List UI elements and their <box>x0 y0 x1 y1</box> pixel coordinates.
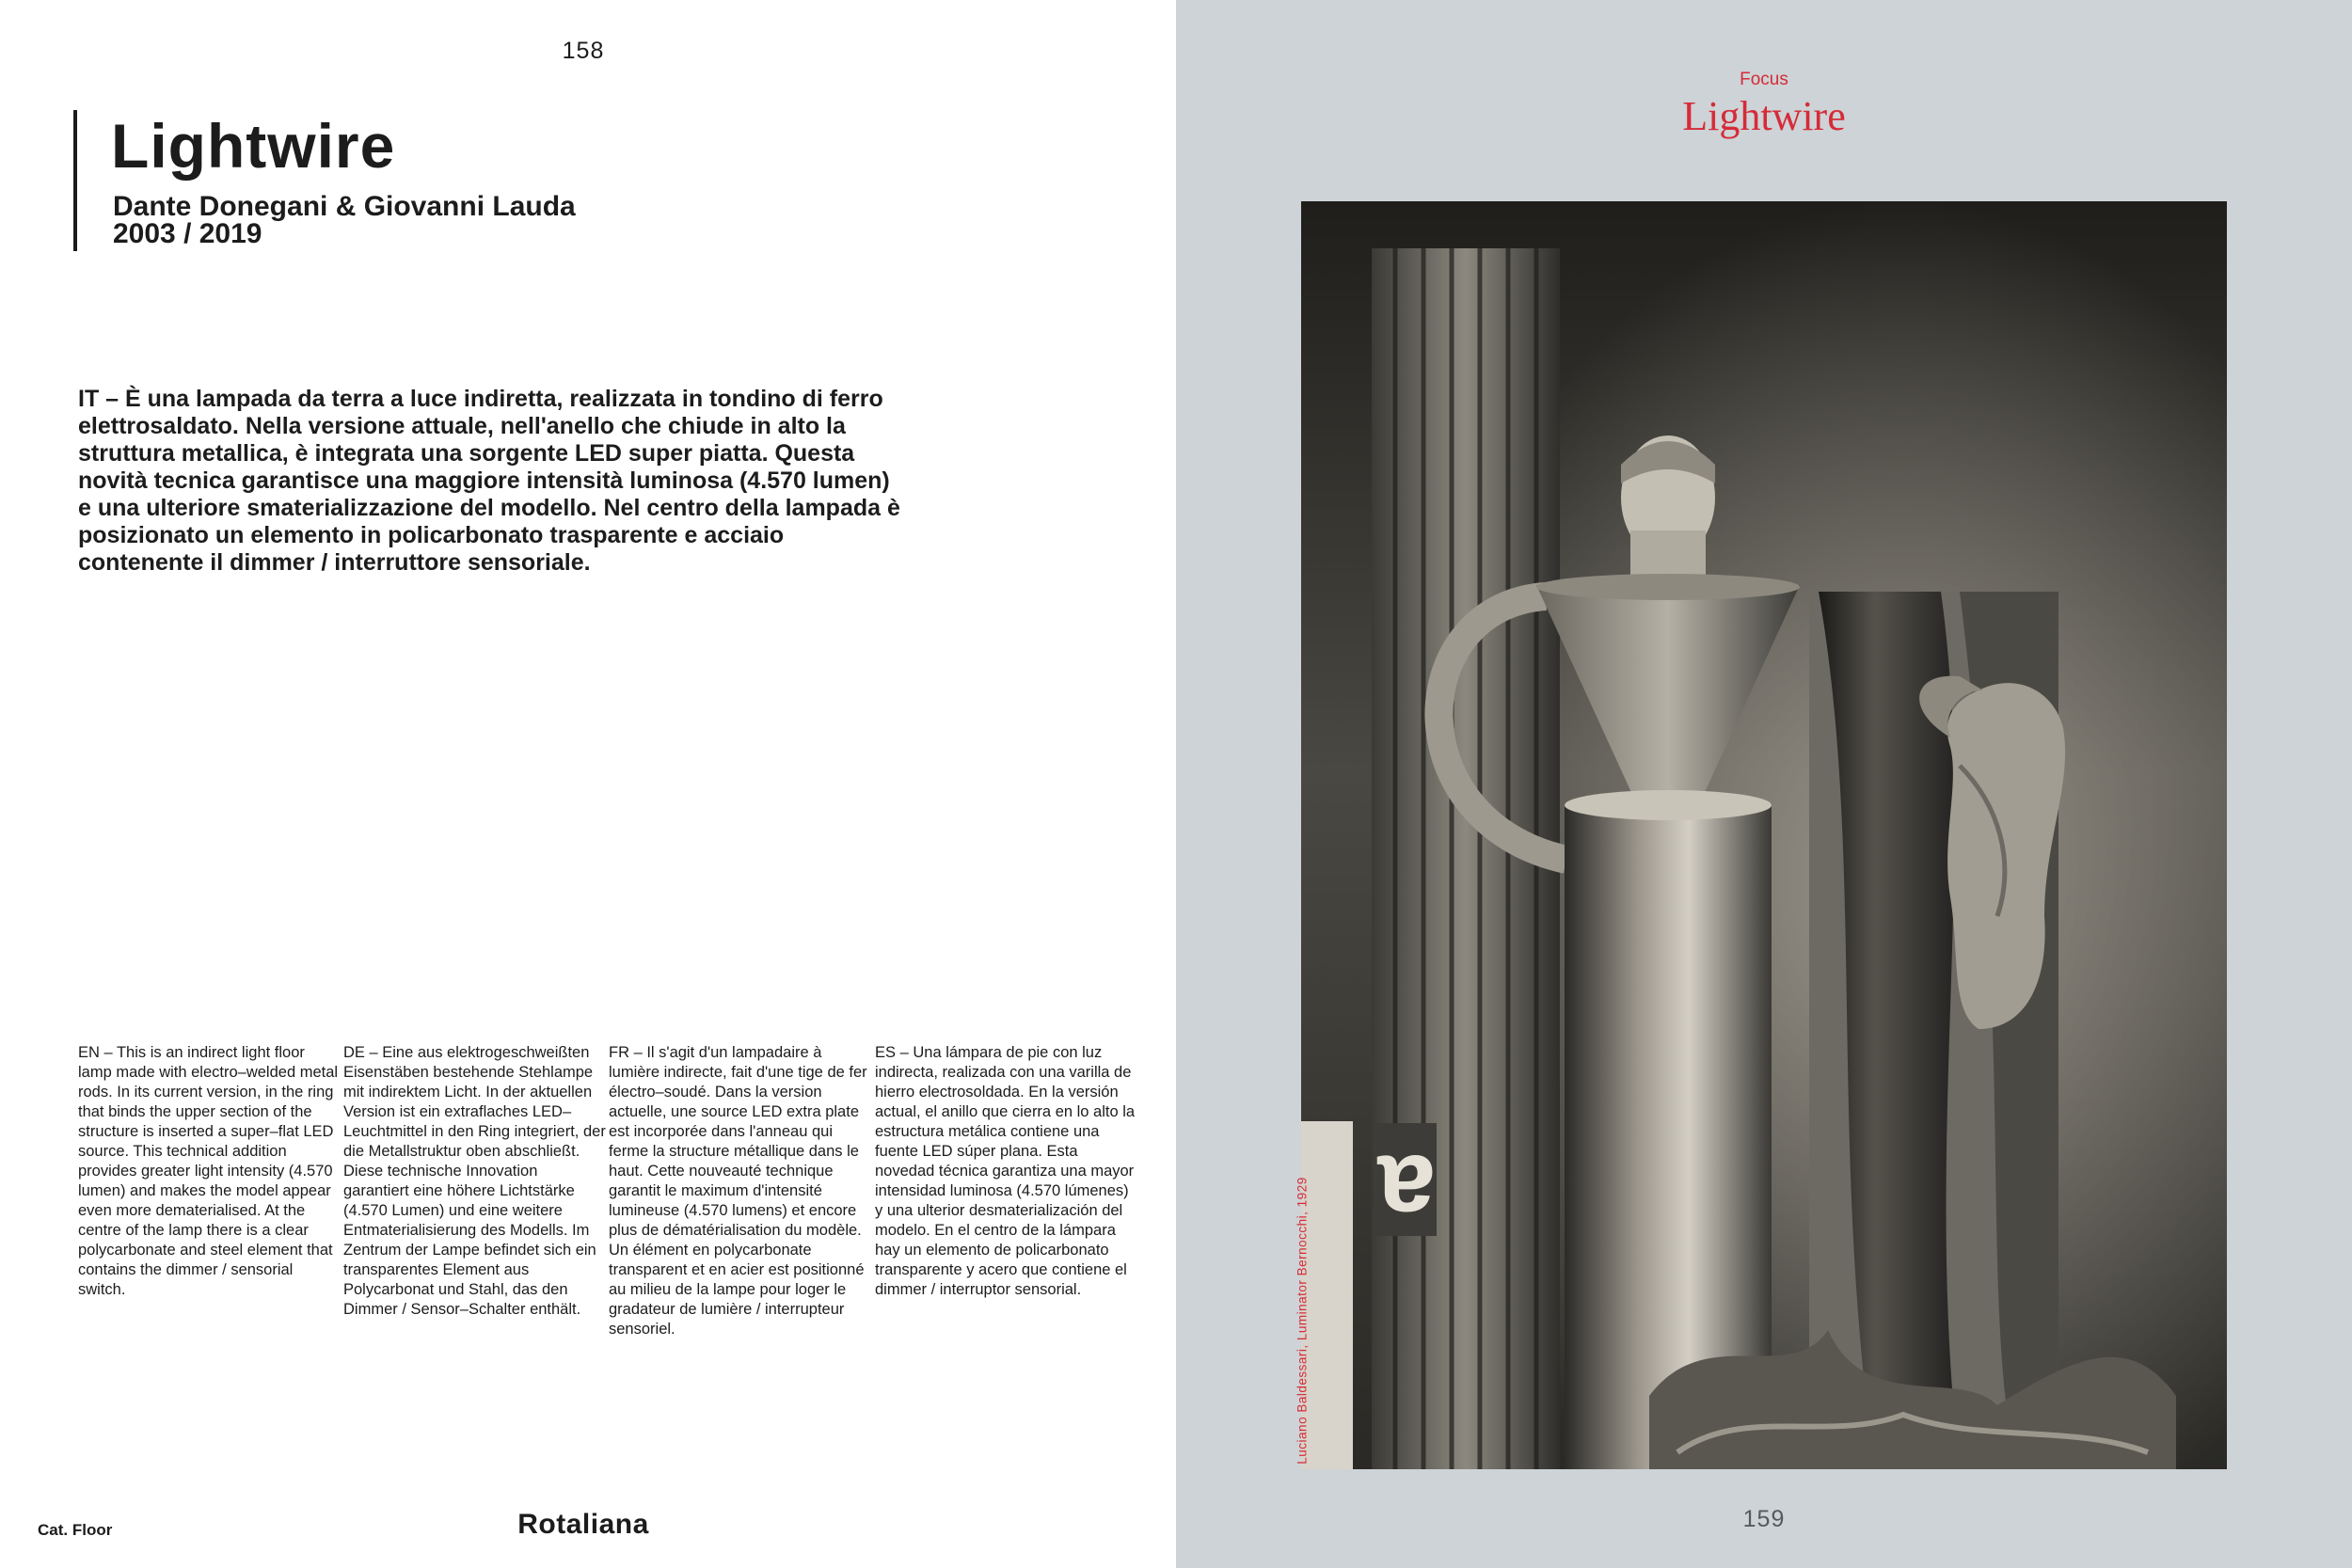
photo-credit: Luciano Baldessari, Luminator Bernocchi, 1929 <box>1295 1177 1310 1465</box>
photo-credit-wrap <box>1293 1173 1311 1469</box>
brand-wordmark: Rotaliana <box>517 1509 649 1540</box>
spanish-description: ES – Una lámpara de pie con luz indirecta, realizada con una varilla de hierro electrosoldada. En la versión actual, el anillo que cierra en lo alto la estructura metálica contiene una fuente LED súper plana. Esta novedad técnica garantiza una mayor intensidad luminosa (4.570 lúmenes) y una ulterior desmaterialización del modelo. En el centro de la lámpara hay un elemento de policarbonato transparente y acero que contiene el dimmer / interruptor sensorial. <box>875 1044 1136 1298</box>
french-description: FR – Il s'agit d'un lampadaire à lumière indirecte, fait d'une tige de fer électro–soudé. Dans la version actuelle, une source LED extra plate est incorporée dans l'anneau qui ferme la structure métallique dans le haut. Cette nouveauté technique garantit le maximum d'intensité lumineuse (4.570 lumens) et encore plus de dématérialisation du modèle. Un élément en polycarbonate transparent et en acier est positionné au milieu de la lampe pour loger le gradateur de lumière / interrupteur sensoriel. <box>609 1044 867 1338</box>
focus-kicker: Focus <box>1740 70 1788 89</box>
english-description: EN – This is an indirect light floor lamp made with electro–welded metal rods. In its current version, in the ring that binds the upper section of the structure is inserted a super–flat LED source. This technical addition provides greater light intensity (4.570 lumen) and makes the model appear even more dematerialised. At the centre of the lamp there is a clear polycarbonate and steel element that contains the dimmer / sensorial switch. <box>78 1044 339 1298</box>
german-description: DE – Eine aus elektrogeschweißten Eisenstäben bestehende Stehlampe mit indirektem Licht. In der aktuellen Version ist ein extraflaches LED–Leuchtmittel in den Ring integriert, der die Metallstruktur oben abschließt. Diese technische Innovation garantiert eine höhere Lichtstärke (4.570 Lumen) und eine weitere Entmaterialisierung des Modells. Im Zentrum der Lampe befindet sich ein transparentes Element aus Polycarbonat und Stahl, das den Dimmer / Sensor–Schalter enthält. <box>343 1044 606 1318</box>
designer-block <box>113 193 576 247</box>
historical-photo <box>1301 201 2227 1469</box>
product-title: Lightwire <box>111 111 396 181</box>
designer-names: Dante Donegani & Giovanni Lauda <box>113 191 576 222</box>
catalog-section-label: Cat. Floor <box>38 1521 113 1539</box>
right-page <box>1176 0 2352 1568</box>
design-years: 2003 / 2019 <box>113 218 262 249</box>
page-number-right: 159 <box>1742 1506 1786 1532</box>
italian-description: IT – È una lampada da terra a luce indiretta, realizzata in tondino di ferro elettrosaldato. Nella versione attuale, nell'anello che chiude in alto la struttura metallica, è integrata una sorgente LED super piatta. Questa novità tecnica garantisce una maggiore intensità luminosa (4.570 lumen) e una ulteriore smaterializzazione del modello. Nel centro della lampada è posizionato un elemento in policarbonato trasparente e acciaio contenente il dimmer / interruttore sensoriale. <box>78 386 900 576</box>
page-number-left: 158 <box>562 38 605 64</box>
title-accent-bar <box>73 110 77 251</box>
photo-logo-mark: a <box>1377 1133 1436 1249</box>
focus-title: Lightwire <box>1682 93 1846 139</box>
